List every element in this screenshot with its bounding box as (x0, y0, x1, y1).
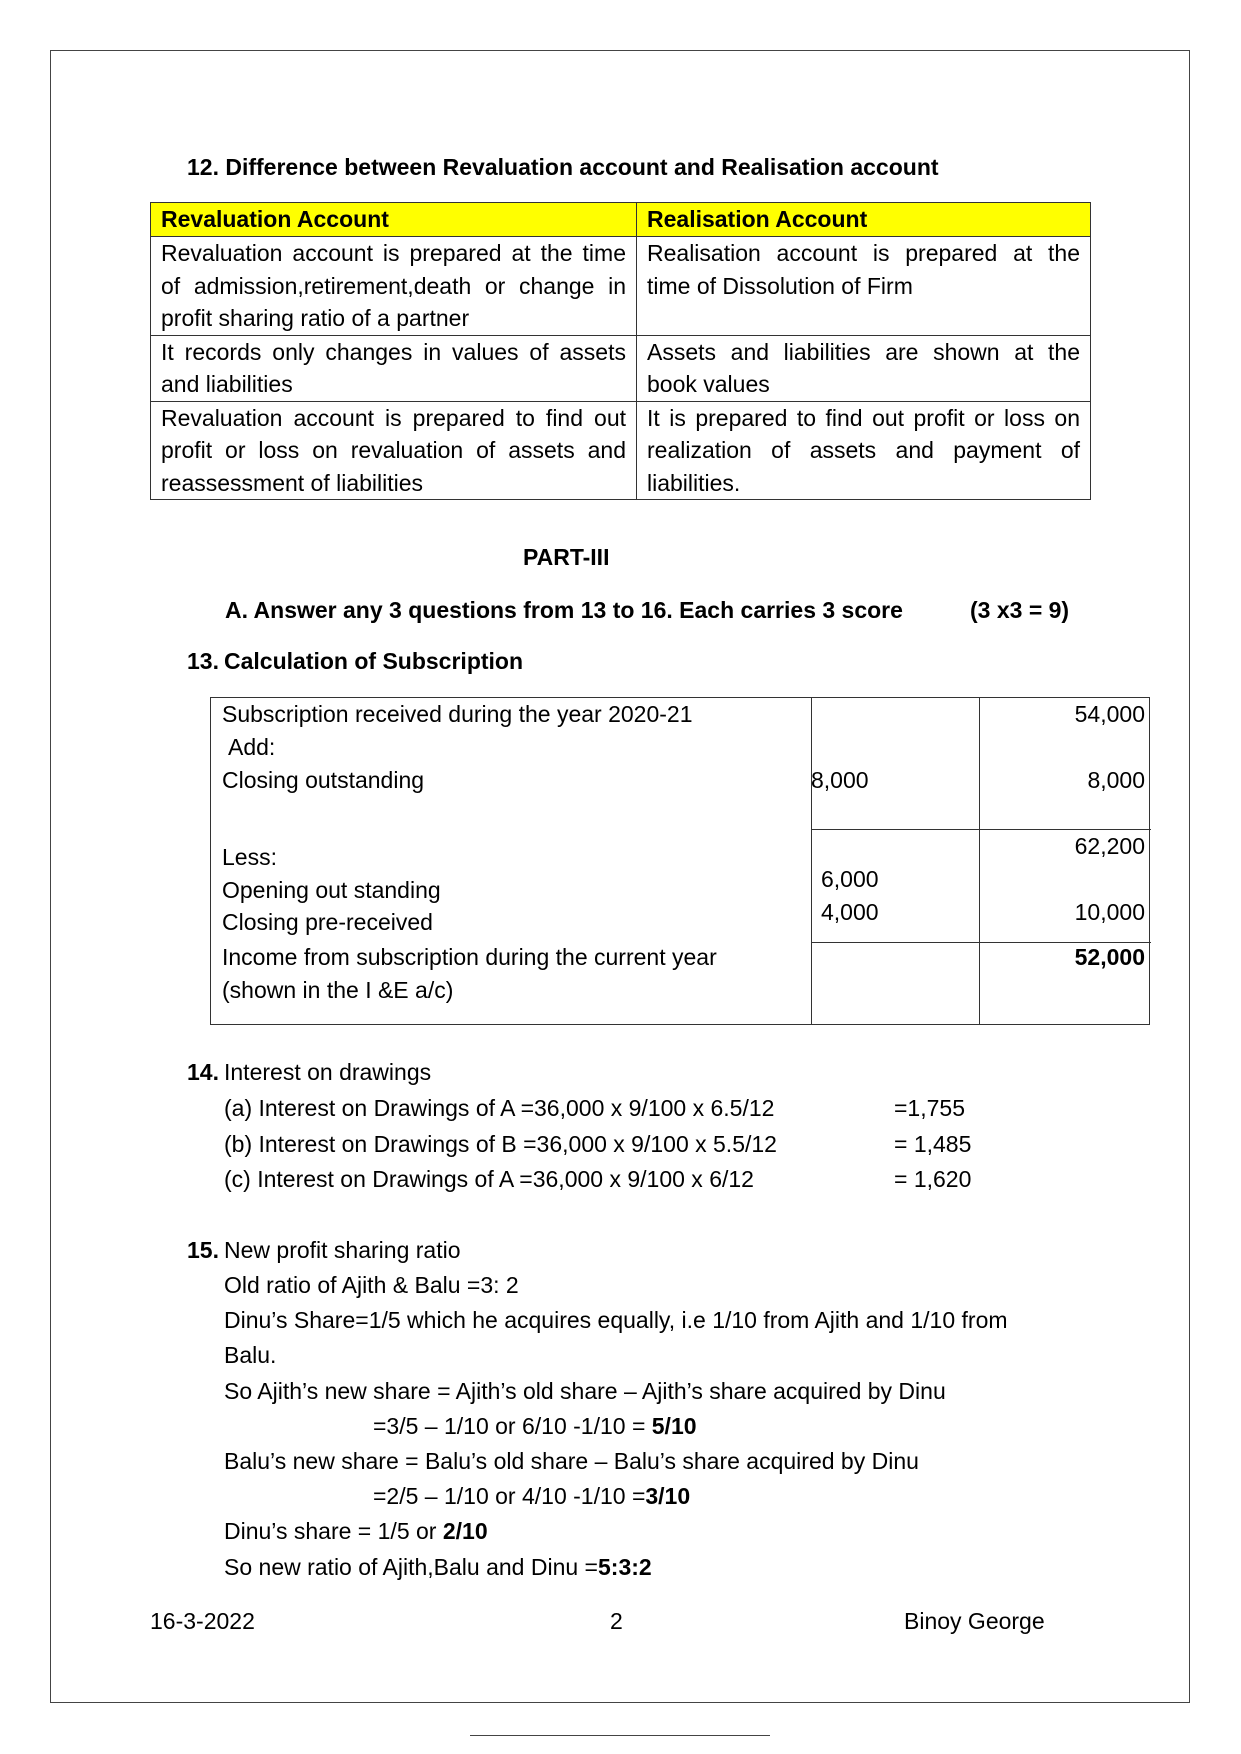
table-row (151, 335, 1091, 401)
dinu-share-result: 2/10 (442, 1518, 488, 1544)
table-cell: Revaluation account is prepared at the time of admission,retirement,death or change in profit sharing ratio of a partner (151, 237, 637, 336)
income-label: Income from subscription during the current year (222, 944, 717, 970)
table-row (151, 401, 1091, 500)
table-header-row (151, 203, 1091, 237)
q14-item-b: (b) Interest on Drawings of B =36,000 x 9/100 x 5.5/12 (224, 1131, 777, 1157)
closing-prereceived-label: Closing pre-received (222, 909, 433, 935)
opening-outstanding-label: Opening out standing (222, 877, 441, 903)
part-marks: (3 x3 = 9) (970, 597, 1070, 623)
less-label: Less: (222, 844, 277, 870)
comparison-table (150, 202, 1091, 500)
closing-outstanding-mid: 8,000 (811, 767, 869, 793)
income-sublabel: (shown in the I &E a/c) (222, 977, 454, 1003)
table-cell: Realisation account is prepared at the time of Dissolution of Firm (637, 237, 1091, 336)
part-title: PART-III (523, 544, 610, 570)
table-cell: Revaluation account is prepared to find out profit or loss on revaluation of assets and reassessment of liabilities (151, 401, 637, 500)
q14-result-a: =1,755 (894, 1095, 965, 1121)
q14-number: 14. (187, 1059, 219, 1085)
old-ratio-line: Old ratio of Ajith & Balu =3: 2 (224, 1272, 519, 1298)
q14-title: Interest on drawings (224, 1059, 432, 1085)
closing-outstanding-label: Closing outstanding (222, 767, 425, 793)
received-value: 54,000 (1074, 701, 1145, 727)
table-cell: It is prepared to find out profit or loss on realization of assets and payment of liabilities. (637, 401, 1091, 500)
table-row (151, 237, 1091, 336)
balu-share-line: Balu’s new share = Balu’s old share – Balu’s share acquired by Dinu (224, 1448, 919, 1474)
footer-page-number: 2 (610, 1608, 623, 1634)
dinu-share-line: Dinu’s Share=1/5 which he acquires equally, i.e 1/10 from Ajith and 1/10 from (224, 1307, 1008, 1333)
table-cell: It records only changes in values of assets and liabilities (151, 335, 637, 401)
subscription-received-label: Subscription received during the year 2020-21 (222, 701, 693, 727)
footer-date: 16-3-2022 (150, 1608, 255, 1634)
q14-result-c: = 1,620 (894, 1166, 972, 1192)
closing-outstanding-value: 8,000 (1087, 767, 1145, 793)
subtotal-value: 62,200 (1074, 833, 1145, 859)
q12-heading: 12. Difference between Revaluation account and Realisation account (187, 154, 939, 180)
prereceived-mid: 4,000 (821, 899, 879, 925)
q15-title: New profit sharing ratio (224, 1237, 461, 1263)
q15-number: 15. (187, 1237, 219, 1263)
q14-result-b: = 1,485 (894, 1131, 972, 1157)
dinu-share-result-line: Dinu’s share = 1/5 or 2/10 (224, 1518, 488, 1544)
income-value: 52,000 (1074, 944, 1145, 970)
header-realisation: Realisation Account (637, 203, 1091, 237)
q14-item-c: (c) Interest on Drawings of A =36,000 x 9/100 x 6/12 (224, 1166, 754, 1192)
q13-title: Calculation of Subscription (224, 648, 524, 674)
balu-share-calc: =2/5 – 1/10 or 4/10 -1/10 =3/10 (373, 1483, 691, 1509)
opening-outstanding-mid: 6,000 (821, 866, 879, 892)
less-total-value: 10,000 (1074, 899, 1145, 925)
bottom-divider (470, 1735, 770, 1736)
q14-item-a: (a) Interest on Drawings of A =36,000 x 9/100 x 6.5/12 (224, 1095, 775, 1121)
balu-share-result: 3/10 (645, 1483, 691, 1509)
add-label: Add: (228, 734, 276, 760)
column-divider (979, 698, 980, 1024)
ajith-share-line: So Ajith’s new share = Ajith’s old share – Ajith’s share acquired by Dinu (224, 1378, 946, 1404)
header-revaluation: Revaluation Account (151, 203, 637, 237)
new-ratio-result: 5:3:2 (598, 1554, 652, 1580)
ajith-share-result: 5/10 (651, 1413, 697, 1439)
table-cell: Assets and liabilities are shown at the book values (637, 335, 1091, 401)
total-rule (811, 829, 1151, 830)
footer-author: Binoy George (904, 1608, 1045, 1634)
column-divider (811, 698, 812, 1024)
q13-number: 13. (187, 648, 219, 674)
new-ratio-line: So new ratio of Ajith,Balu and Dinu =5:3:2 (224, 1554, 652, 1580)
part-instruction: A. Answer any 3 questions from 13 to 16. Each carries 3 score (225, 597, 903, 623)
dinu-share-line-cont: Balu. (224, 1342, 277, 1368)
ajith-share-calc: =3/5 – 1/10 or 6/10 -1/10 = 5/10 (373, 1413, 697, 1439)
